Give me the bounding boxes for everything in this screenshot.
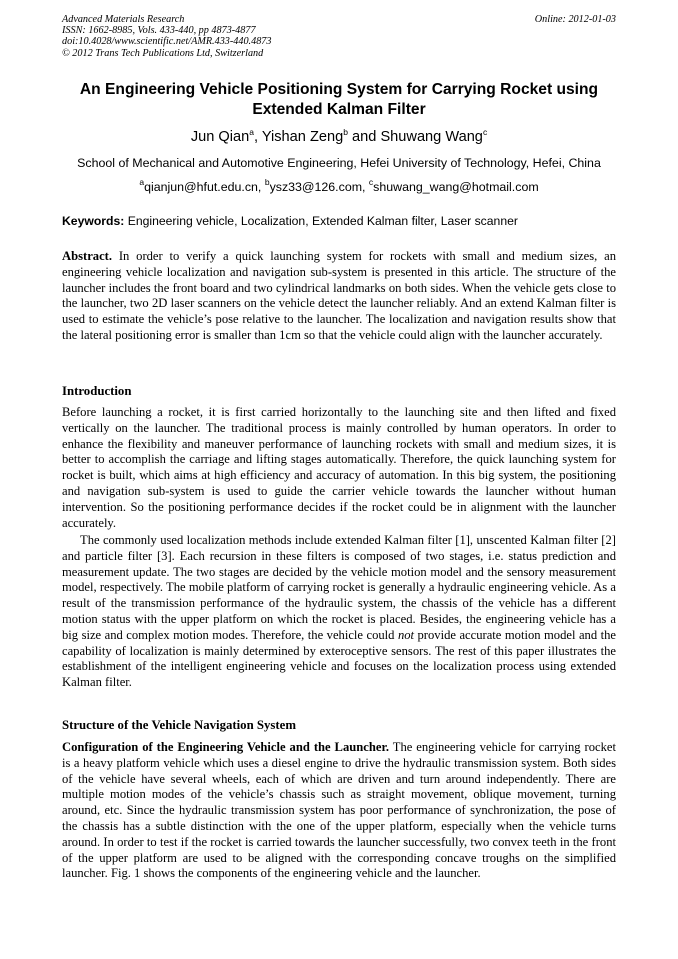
email-mark: c xyxy=(368,177,374,187)
intro-paragraph-1: Before launching a rocket, it is first carried horizontally to the launching site and then lifted and fixed vertically on the launcher. The traditional process is mainly controlled by human operators. In order to enhance the flexibility and maneuver performance of launching rockets with small and medium sizes, it is better to accomplish the carriage and lifting stages automatically. Therefore, the quick launching system for rocket is built, which aims at high efficiency and accuracy of automation. In this big system, the positioning and navigation sub-system is used to guide the carrier vehicle towards the launcher without human intervention. So the positioning performance decides if the rocket could be in alignment with the launcher accurately. xyxy=(62,405,616,530)
keywords-text: Engineering vehicle, Localization, Extended Kalman filter, Laser scanner xyxy=(124,214,518,228)
issn-line: ISSN: 1662-8985, Vols. 433-440, pp 4873-4877 xyxy=(62,25,256,37)
structure-text: The engineering vehicle for carrying rocket is a heavy platform vehicle which uses a diesel engine to drive the hydraulic transmission system. Both sides of the vehicle have several wheels, each of which are driven and turn around independently. There are multiple motion modes of the vehicle’s chassis such as straight movement, oblique movement, turning around, etc. Since the hydraulic transmission system has poor performance of synchronization, the pose of the chassis has a subtle distinction with the one of the upper platform, especially when the vehicle turns around. In order to test if the rocket is carried towards the launcher successfully, two convex teeth in the front of the upper platform are used to be aligned with the corresponding concave troughs on the simplified launcher. Fig. 1 shows the components of the engineering vehicle and the launcher. xyxy=(62,740,617,881)
doi-line: doi:10.4028/www.scientific.net/AMR.433-440.4873 xyxy=(62,36,272,48)
author-affil-mark: a xyxy=(249,127,254,137)
email-address: qianjun@hfut.edu.cn, xyxy=(144,180,265,194)
author-name: Shuwang Wang xyxy=(380,129,483,145)
journal-name: Advanced Materials Research xyxy=(62,14,185,25)
intro-p2-text: The commonly used localization methods include extended Kalman filter [1], unscented Kalman filter [2] and particle filter [3]. Each recursion in these filters is composed of two stages, i.e. status prediction and measurement update. The two stages are decided by the vehicle motion model and the sensory measurement model, respectively. The mobile platform of carrying rocket is generally a hydraulic engineering vehicle. As a result of the transmission performance of the hydraulic system, the chassis of the vehicle has a different motion status with the upper platform on which the rocket is placed. Besides, the engineering vehicle has a big size and complex motion modes. Therefore, the vehicle could xyxy=(62,533,616,642)
section-heading-structure: Structure of the Vehicle Navigation System xyxy=(62,718,296,732)
author-name: Jun Qian xyxy=(190,129,250,145)
intro-p2-emphasis: not xyxy=(397,627,415,642)
subsection-runin-heading: Configuration of the Engineering Vehicle and the Launcher. xyxy=(62,740,390,754)
author-name: Yishan Zeng xyxy=(261,129,344,145)
section-heading-introduction: Introduction xyxy=(62,384,132,398)
abstract-text: In order to verify a quick launching system for rockets with small and medium sizes, an engineering vehicle localization and navigation sub-system is presented in this article. The structure of the launcher includes the front board and two cylindrical landmarks on both sides. When the vehicle gets close to the launcher, two 2D laser scanners on the vehicle detect the launcher reliably. And an extend Kalman filter is used to estimate the vehicle’s pose relative to the launcher. The localization and navigation results show that the lateral positioning error is smaller than 1cm so that the vehicle could align with the launcher accurately. xyxy=(62,249,616,342)
keywords xyxy=(62,214,616,229)
intro-p2-text-cont: provide accurate motion model and the capability of localization is mainly determined by exteroceptive sensors. The rest of this paper illustrates the establishment of the intelligent engineering vehicle and focuses on the localization process using extended Kalman filter. xyxy=(62,627,617,690)
author-list xyxy=(62,128,616,146)
email-mark: a xyxy=(139,177,145,187)
online-date: Online: 2012-01-03 xyxy=(534,14,616,25)
author-affil-mark: c xyxy=(482,127,488,137)
structure-paragraph xyxy=(62,740,616,882)
paper-title: An Engineering Vehicle Positioning System for Carrying Rocket using Extended Kalman Filter xyxy=(79,81,599,118)
author-emails xyxy=(62,177,616,195)
author-affil-mark: b xyxy=(343,127,348,137)
author-separator: , xyxy=(253,129,262,145)
abstract-label: Abstract. xyxy=(62,249,113,263)
author-separator: and xyxy=(347,129,381,145)
email-address: ysz33@126.com, xyxy=(269,180,369,194)
email-mark: b xyxy=(264,177,270,187)
affiliation: School of Mechanical and Automotive Engineering, Hefei University of Technology, Hefei, China xyxy=(77,156,601,170)
intro-paragraph-2 xyxy=(62,533,616,691)
keywords-label: Keywords: xyxy=(62,214,125,228)
email-address: shuwang_wang@hotmail.com xyxy=(373,180,539,194)
copyright-line: © 2012 Trans Tech Publications Ltd, Switzerland xyxy=(62,47,264,59)
abstract xyxy=(62,249,616,344)
journal-header xyxy=(62,14,616,59)
